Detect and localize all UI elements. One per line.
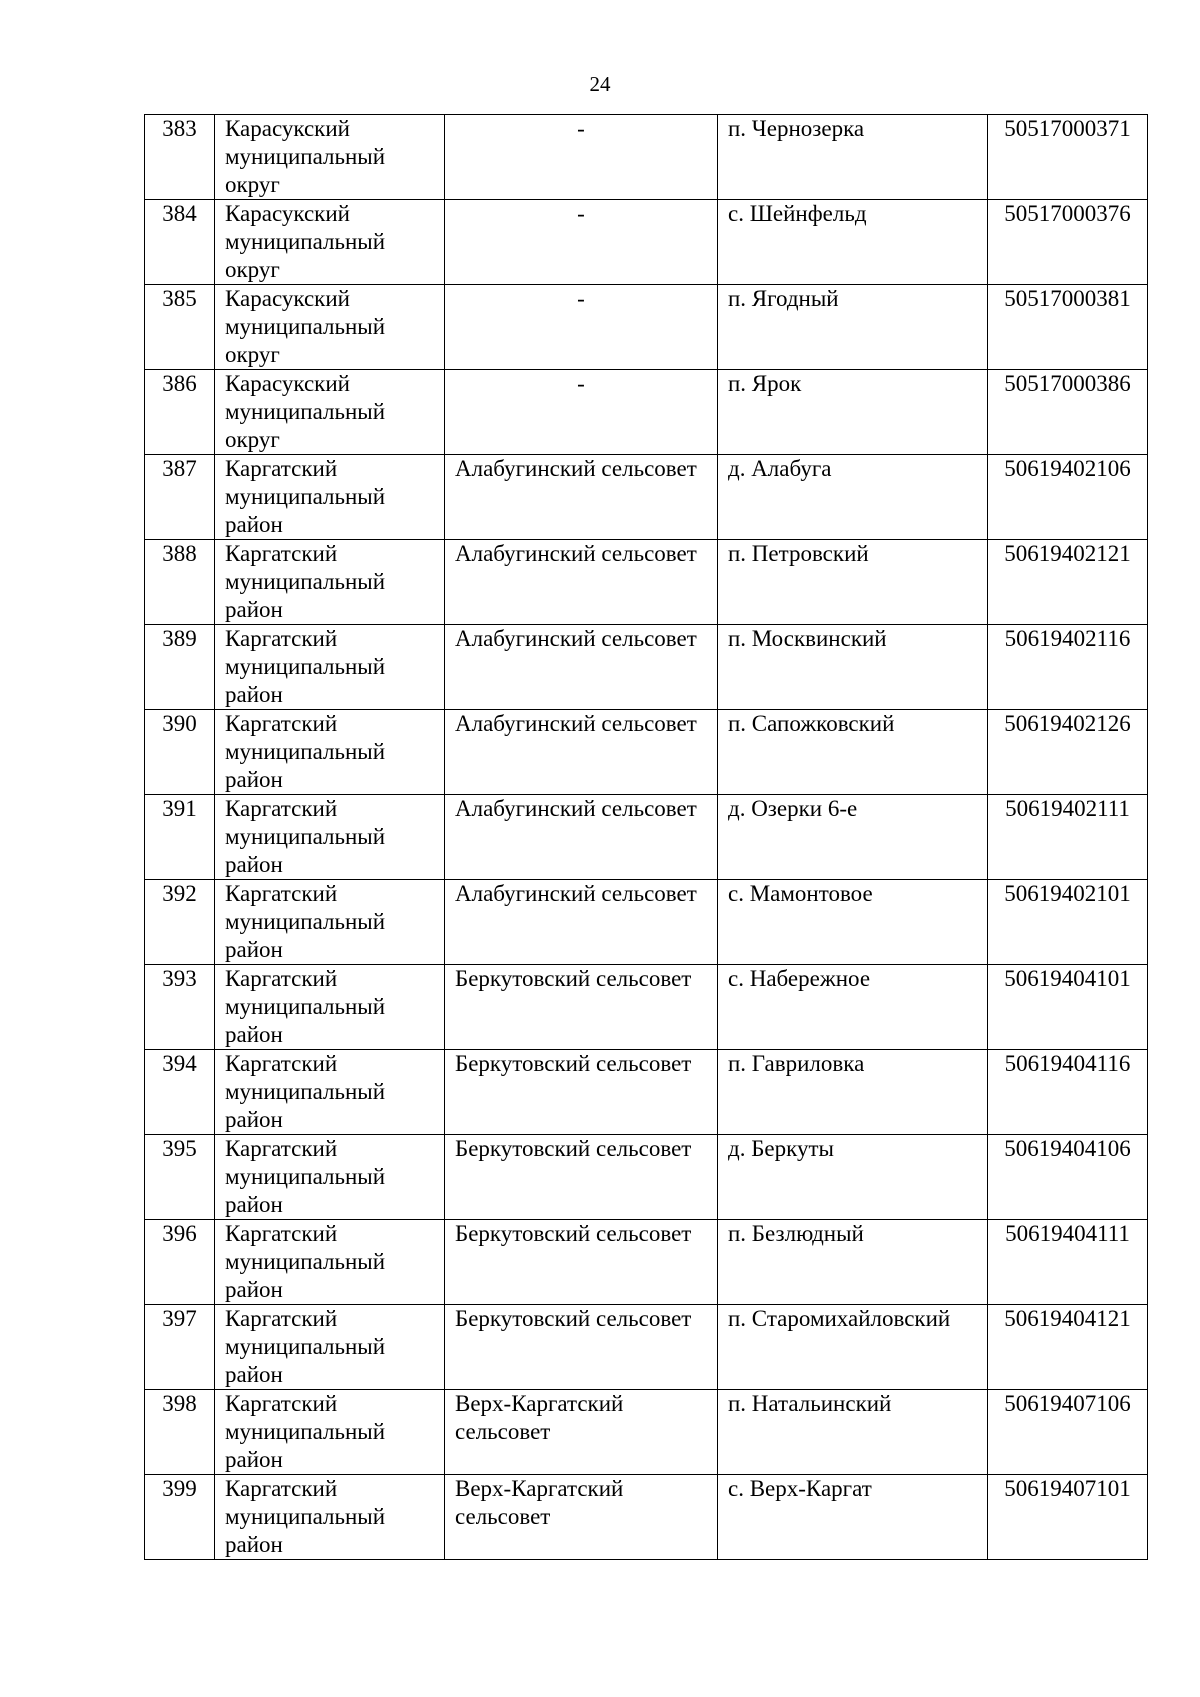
oktmo-code-cell: 50619404121 (988, 1305, 1148, 1390)
settlement-cell: п. Сапожковский (718, 710, 988, 795)
district-cell: Каргатский муниципальный район (215, 1305, 445, 1390)
council-cell: Алабугинский сельсовет (445, 710, 718, 795)
row-number-cell: 398 (145, 1390, 215, 1475)
settlement-cell: п. Натальинский (718, 1390, 988, 1475)
council-cell: Беркутовский сельсовет (445, 1220, 718, 1305)
district-cell: Карасукский муниципальный округ (215, 115, 445, 200)
district-cell: Каргатский муниципальный район (215, 965, 445, 1050)
district-cell: Каргатский муниципальный район (215, 1135, 445, 1220)
council-cell: - (445, 285, 718, 370)
oktmo-code-cell: 50517000381 (988, 285, 1148, 370)
council-cell: - (445, 200, 718, 285)
settlement-cell: п. Старомихайловский (718, 1305, 988, 1390)
district-cell: Карасукский муниципальный округ (215, 200, 445, 285)
council-cell: Алабугинский сельсовет (445, 795, 718, 880)
table-row (145, 1050, 1148, 1135)
row-number-cell: 399 (145, 1475, 215, 1560)
settlement-cell: п. Гавриловка (718, 1050, 988, 1135)
row-number-cell: 395 (145, 1135, 215, 1220)
district-cell: Каргатский муниципальный район (215, 540, 445, 625)
settlement-cell: д. Беркуты (718, 1135, 988, 1220)
settlement-cell: с. Набережное (718, 965, 988, 1050)
oktmo-code-cell: 50517000386 (988, 370, 1148, 455)
district-cell: Каргатский муниципальный район (215, 1475, 445, 1560)
row-number-cell: 388 (145, 540, 215, 625)
council-cell: Алабугинский сельсовет (445, 455, 718, 540)
settlement-cell: п. Ярок (718, 370, 988, 455)
settlements-table (144, 114, 1148, 1560)
settlements-table-body (145, 115, 1148, 1560)
oktmo-code-cell: 50619402121 (988, 540, 1148, 625)
oktmo-code-cell: 50619407101 (988, 1475, 1148, 1560)
oktmo-code-cell: 50619402111 (988, 795, 1148, 880)
council-cell: Алабугинский сельсовет (445, 625, 718, 710)
table-row (145, 1390, 1148, 1475)
settlement-cell: с. Верх-Каргат (718, 1475, 988, 1560)
district-cell: Каргатский муниципальный район (215, 710, 445, 795)
council-cell: Беркутовский сельсовет (445, 1305, 718, 1390)
table-row (145, 1475, 1148, 1560)
district-cell: Каргатский муниципальный район (215, 455, 445, 540)
table-row (145, 370, 1148, 455)
table-row (145, 200, 1148, 285)
row-number-cell: 390 (145, 710, 215, 795)
table-row (145, 710, 1148, 795)
table-row (145, 795, 1148, 880)
oktmo-code-cell: 50517000371 (988, 115, 1148, 200)
oktmo-code-cell: 50619402106 (988, 455, 1148, 540)
row-number-cell: 396 (145, 1220, 215, 1305)
district-cell: Карасукский муниципальный округ (215, 370, 445, 455)
oktmo-code-cell: 50619404106 (988, 1135, 1148, 1220)
oktmo-code-cell: 50517000376 (988, 200, 1148, 285)
table-row (145, 1305, 1148, 1390)
row-number-cell: 386 (145, 370, 215, 455)
row-number-cell: 385 (145, 285, 215, 370)
district-cell: Каргатский муниципальный район (215, 1390, 445, 1475)
row-number-cell: 389 (145, 625, 215, 710)
district-cell: Карасукский муниципальный округ (215, 285, 445, 370)
table-row (145, 880, 1148, 965)
settlement-cell: п. Чернозерка (718, 115, 988, 200)
row-number-cell: 391 (145, 795, 215, 880)
settlement-cell: п. Москвинский (718, 625, 988, 710)
council-cell: Алабугинский сельсовет (445, 540, 718, 625)
oktmo-code-cell: 50619404101 (988, 965, 1148, 1050)
row-number-cell: 397 (145, 1305, 215, 1390)
row-number-cell: 392 (145, 880, 215, 965)
oktmo-code-cell: 50619404116 (988, 1050, 1148, 1135)
table-row (145, 1220, 1148, 1305)
settlement-cell: с. Мамонтовое (718, 880, 988, 965)
oktmo-code-cell: 50619404111 (988, 1220, 1148, 1305)
oktmo-code-cell: 50619402101 (988, 880, 1148, 965)
district-cell: Каргатский муниципальный район (215, 625, 445, 710)
council-cell: Беркутовский сельсовет (445, 1050, 718, 1135)
council-cell: - (445, 370, 718, 455)
settlement-cell: п. Ягодный (718, 285, 988, 370)
row-number-cell: 393 (145, 965, 215, 1050)
council-cell: Верх-Каргатский сельсовет (445, 1390, 718, 1475)
district-cell: Каргатский муниципальный район (215, 1220, 445, 1305)
district-cell: Каргатский муниципальный район (215, 795, 445, 880)
district-cell: Каргатский муниципальный район (215, 1050, 445, 1135)
settlement-cell: д. Озерки 6-е (718, 795, 988, 880)
council-cell: Верх-Каргатский сельсовет (445, 1475, 718, 1560)
settlement-cell: с. Шейнфельд (718, 200, 988, 285)
table-row (145, 625, 1148, 710)
council-cell: - (445, 115, 718, 200)
row-number-cell: 394 (145, 1050, 215, 1135)
oktmo-code-cell: 50619402126 (988, 710, 1148, 795)
settlement-cell: д. Алабуга (718, 455, 988, 540)
oktmo-code-cell: 50619402116 (988, 625, 1148, 710)
settlement-cell: п. Петровский (718, 540, 988, 625)
oktmo-code-cell: 50619407106 (988, 1390, 1148, 1475)
page-number: 24 (589, 72, 611, 96)
council-cell: Беркутовский сельсовет (445, 965, 718, 1050)
table-row (145, 965, 1148, 1050)
row-number-cell: 387 (145, 455, 215, 540)
council-cell: Беркутовский сельсовет (445, 1135, 718, 1220)
settlement-cell: п. Безлюдный (718, 1220, 988, 1305)
table-row (145, 1135, 1148, 1220)
table-row (145, 540, 1148, 625)
row-number-cell: 383 (145, 115, 215, 200)
table-row (145, 455, 1148, 540)
table-row (145, 115, 1148, 200)
row-number-cell: 384 (145, 200, 215, 285)
table-row (145, 285, 1148, 370)
council-cell: Алабугинский сельсовет (445, 880, 718, 965)
district-cell: Каргатский муниципальный район (215, 880, 445, 965)
